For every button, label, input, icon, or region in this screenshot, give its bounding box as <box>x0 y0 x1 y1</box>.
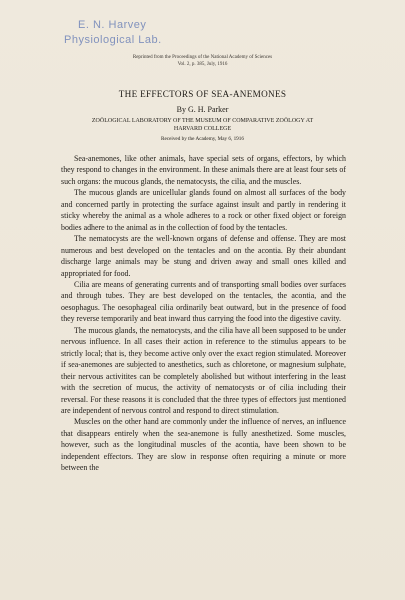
affiliation-line-1: ZOÖLOGICAL LABORATORY OF THE MUSEUM OF COMPARATIVE ZOÖLOGY AT <box>91 118 314 124</box>
paragraph: The nematocysts are the well-known organs of defense and offense. They are most numerous and best developed on the tentacles and on the acontia. By their abundant discharge large animals may be stung and driven away and small ones killed and appropriated for food. <box>61 234 346 278</box>
paragraph: Muscles on the other hand are commonly under the influence of nerves, an influence that disappears entirely when the sea-anemone is fully anesthetized. Some muscles, however, such as the longitudinal muscles of the acontia, have been shown to be independent effectors. They are slow in response often requiring a minute or more between the <box>61 417 346 473</box>
author-affiliation <box>0 117 405 133</box>
paper-title: THE EFFECTORS OF SEA-ANEMONES <box>118 89 287 99</box>
affiliation-line-2: HARVARD COLLEGE <box>173 126 232 132</box>
paragraph: The mucous glands, the nematocysts, and the cilia have all been supposed to be under nervous influence. In all cases their action in reference to the stimulus appears to be strictly local; that is, they become active only over the exact region stimulated. Moreover if sea-anemones are subjected to anesthetics, such as chloretone, or magnesium sulphate, their nervous activitites can be completely abolished but without interfering in the least with the secretion of mucus, the activity of nematocysts or of cilia including their reversal. For these reasons it is concluded that the three types of effectors just mentioned are independent of nervous control and respond to direct stimulation. <box>61 325 346 415</box>
stamp-lab: Physiological Lab. <box>64 34 162 46</box>
reprint-volume: Vol. 2, p. 385, July, 1916 <box>177 62 228 67</box>
stamp-name: E. N. Harvey <box>78 19 147 31</box>
paper-author: By G. H. Parker <box>176 105 229 114</box>
reprint-notice <box>0 54 405 68</box>
paper-body <box>61 153 346 474</box>
reprint-source: Reprinted from the Proceedings of the National Academy of Sciences <box>132 55 273 60</box>
paragraph: Cilia are means of generating currents and of transporting small bodies over surfaces and through tubes. They are best developed on the tentacles, the acontia, and the oesophagus. The oesophageal cilia ordinarily beat outward, but in the presence of food they reverse temporarily and beat inward thus carrying the food into the digestive cavity. <box>61 279 346 324</box>
paragraph: Sea-anemones, like other animals, have special sets of organs, effectors, by which they respond to changes in the environment. In these animals there are at least four sets of such organs: the mucous glands, the nematocysts, the cilia, and the muscles. <box>61 154 346 186</box>
paragraph: The mucous glands are unicellular glands found on almost all surfaces of the body and concerned partly in protecting the surface against insult and partly in rendering it sticky whereby the animal as a whole adheres to a rock or other fixed object or foreign bodies adhere to the animal as in the collection of food by the tentacles. <box>61 188 346 232</box>
received-date: Received by the Academy, May 6, 1916 <box>161 136 244 142</box>
